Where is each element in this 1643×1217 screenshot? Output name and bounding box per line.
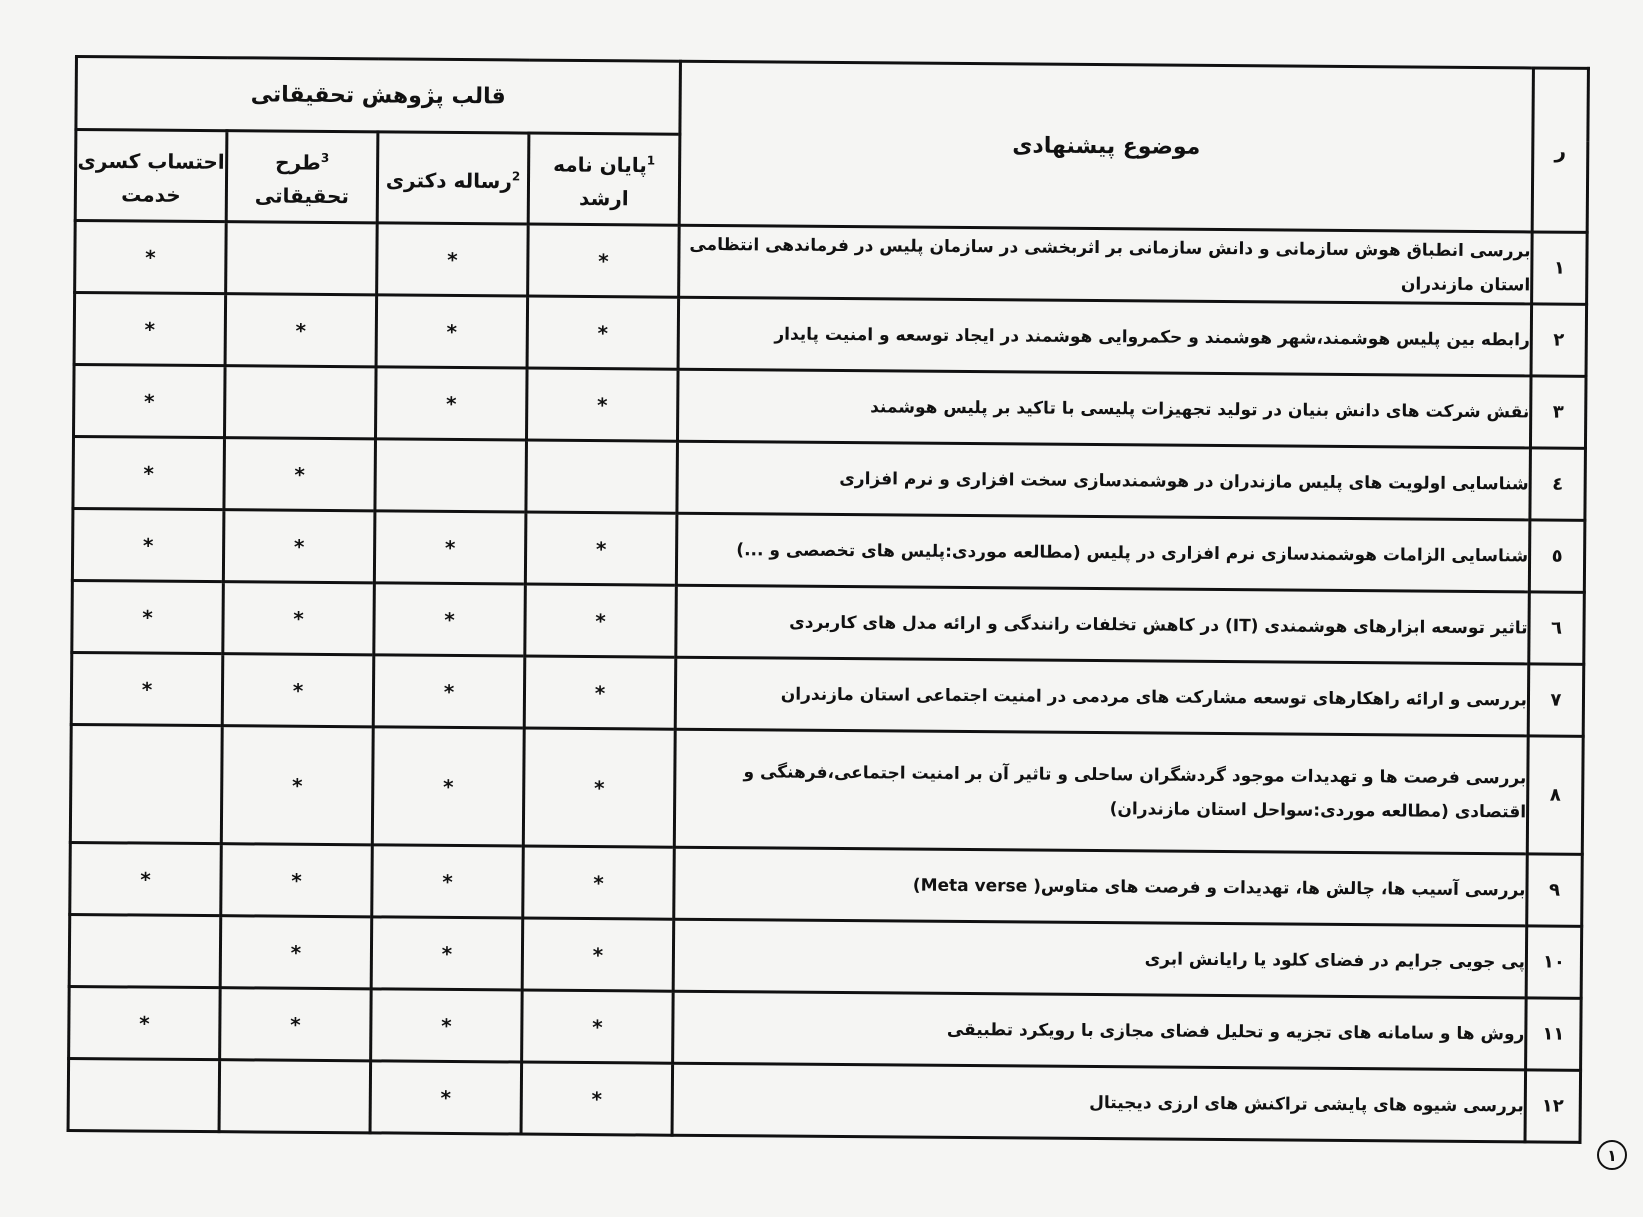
selection-mark: * — [526, 368, 678, 441]
selection-mark: * — [220, 916, 372, 989]
row-number: ۹ — [1527, 854, 1583, 926]
footnote-marker: 1 — [646, 153, 656, 168]
topic-cell: رابطه بین پلیس هوشمند،شهر هوشمند و حکمروایی هوشمند در ایجاد توسعه و امنیت پایدار — [678, 297, 1532, 376]
selection-mark: * — [523, 728, 675, 847]
selection-mark: * — [71, 652, 223, 725]
selection-mark: * — [375, 367, 527, 440]
row-number: ۱۰ — [1526, 926, 1582, 998]
table-row — [68, 1058, 1581, 1142]
row-number: ۱۱ — [1526, 998, 1582, 1070]
selection-mark: * — [72, 580, 224, 653]
topic-header: موضوع پیشنهادی — [679, 61, 1533, 232]
footnote-marker: 3 — [320, 150, 330, 165]
selection-mark: * — [74, 293, 226, 366]
row-number: ۸ — [1527, 736, 1583, 854]
topic-cell: روش ها و سامانه های تجزیه و تحلیل فضای مجازی با رویکرد تطبیقی — [673, 991, 1527, 1070]
row-number: ۲ — [1531, 304, 1587, 376]
selection-mark: * — [527, 296, 679, 369]
table-row — [70, 724, 1583, 854]
table-row — [69, 986, 1582, 1070]
selection-mark: * — [372, 727, 524, 846]
selection-mark: * — [522, 990, 674, 1063]
selection-mark — [526, 440, 678, 513]
research-type-label: پایان نامه ارشد — [553, 152, 647, 211]
research-type-header — [226, 131, 378, 223]
topic-cell: بررسی و ارائه راهکارهای توسعه مشارکت های مردمی در امنیت اجتماعی استان مازندران — [675, 657, 1529, 736]
selection-mark: * — [73, 437, 225, 510]
row-number: ۷ — [1528, 664, 1584, 736]
research-format-header: قالب پژوهش تحقیقاتی — [76, 57, 681, 135]
table-row — [74, 365, 1587, 449]
selection-mark: * — [75, 221, 227, 294]
selection-mark — [224, 366, 376, 439]
topic-cell: بررسی شیوه های پایشی تراکنش های ارزی دیجیتال — [672, 1063, 1526, 1142]
research-type-label: رساله دکتری — [385, 167, 512, 193]
selection-mark: * — [371, 917, 523, 990]
selection-mark — [69, 914, 221, 987]
topic-cell: بررسی فرصت ها و تهدیدات موجود گردشگران ساحلی و تاثیر آن بر امنیت اجتماعی،فرهنگی و اقتصادی (مطالعه موردی:سواحل استان مازندران) — [674, 729, 1528, 854]
row-number: ۱ — [1532, 232, 1588, 304]
selection-mark — [219, 1060, 371, 1133]
selection-mark: * — [374, 511, 526, 584]
selection-mark: * — [524, 656, 676, 729]
selection-mark: * — [522, 918, 674, 991]
selection-mark: * — [74, 365, 226, 438]
selection-mark: * — [224, 438, 376, 511]
selection-mark: * — [69, 986, 221, 1059]
table-row — [73, 437, 1586, 521]
selection-mark: * — [525, 584, 677, 657]
selection-mark: * — [523, 846, 675, 919]
topic-cell: بررسی انطباق هوش سازمانی و دانش سازمانی بر اثربخشی در سازمان پلیس در فرماندهی انتظامی استان مازندران — [679, 225, 1533, 304]
selection-mark: * — [223, 510, 375, 583]
research-type-header — [377, 132, 529, 224]
selection-mark: * — [371, 989, 523, 1062]
row-number-header: ر — [1532, 68, 1588, 232]
row-number: ٦ — [1529, 592, 1585, 664]
selection-mark: * — [376, 295, 528, 368]
topic-cell: بررسی آسیب ها، چالش ها، تهدیدات و فرصت های متاوس( Meta verse) — [674, 847, 1528, 926]
selection-mark: * — [225, 294, 377, 367]
topics-body — [68, 221, 1587, 1143]
topic-cell: تاثیر توسعه ابزارهای هوشمندی (IT) در کاهش تخلفات رانندگی و ارائه مدل های کاربردی — [676, 585, 1530, 664]
table-row — [69, 914, 1582, 998]
row-number: ٤ — [1530, 448, 1586, 520]
selection-mark: * — [223, 582, 375, 655]
selection-mark — [68, 1058, 220, 1131]
table-row — [75, 221, 1588, 305]
table-row — [72, 508, 1585, 592]
selection-mark: * — [222, 654, 374, 727]
selection-mark: * — [72, 508, 224, 581]
selection-mark: * — [370, 1061, 522, 1134]
selection-mark — [375, 439, 527, 512]
topic-cell: نقش شرکت های دانش بنیان در تولید تجهیزات پلیسی با تاکید بر پلیس هوشمند — [677, 369, 1531, 448]
selection-mark: * — [220, 988, 372, 1061]
research-type-label: طرح تحقیقاتی — [254, 149, 350, 209]
table-row — [72, 580, 1585, 664]
selection-mark — [70, 724, 222, 843]
footnote-marker: 2 — [511, 169, 521, 184]
row-number: ۳ — [1530, 376, 1586, 448]
research-type-header — [528, 133, 680, 225]
selection-mark: * — [70, 842, 222, 915]
selection-mark: * — [525, 512, 677, 585]
selection-mark: * — [521, 1062, 673, 1135]
research-topics-table — [67, 55, 1590, 1144]
selection-mark: * — [372, 845, 524, 918]
selection-mark: * — [221, 726, 373, 845]
selection-mark: * — [374, 583, 526, 656]
table-row — [70, 842, 1583, 926]
selection-mark: * — [373, 655, 525, 728]
page-number: ۱ — [1597, 1140, 1627, 1170]
selection-mark: * — [528, 224, 680, 297]
selection-mark — [226, 222, 378, 295]
selection-mark: * — [377, 223, 529, 296]
topic-cell: شناسایی اولویت های پلیس مازندران در هوشمندسازی سخت افزاری و نرم افزاری — [677, 441, 1531, 520]
row-number: ۱۲ — [1525, 1070, 1581, 1142]
table-row — [71, 652, 1584, 736]
selection-mark: * — [221, 844, 373, 917]
table-row — [74, 293, 1587, 377]
topic-cell: پی جویی جرایم در فضای کلود یا رایانش ابری — [673, 919, 1527, 998]
research-type-header — [75, 130, 227, 222]
topic-cell: شناسایی الزامات هوشمندسازی نرم افزاری در پلیس (مطالعه موردی:پلیس های تخصصی و ...) — [676, 513, 1530, 592]
research-type-label: احتساب کسری خدمت — [77, 148, 225, 208]
row-number: ٥ — [1529, 520, 1585, 592]
